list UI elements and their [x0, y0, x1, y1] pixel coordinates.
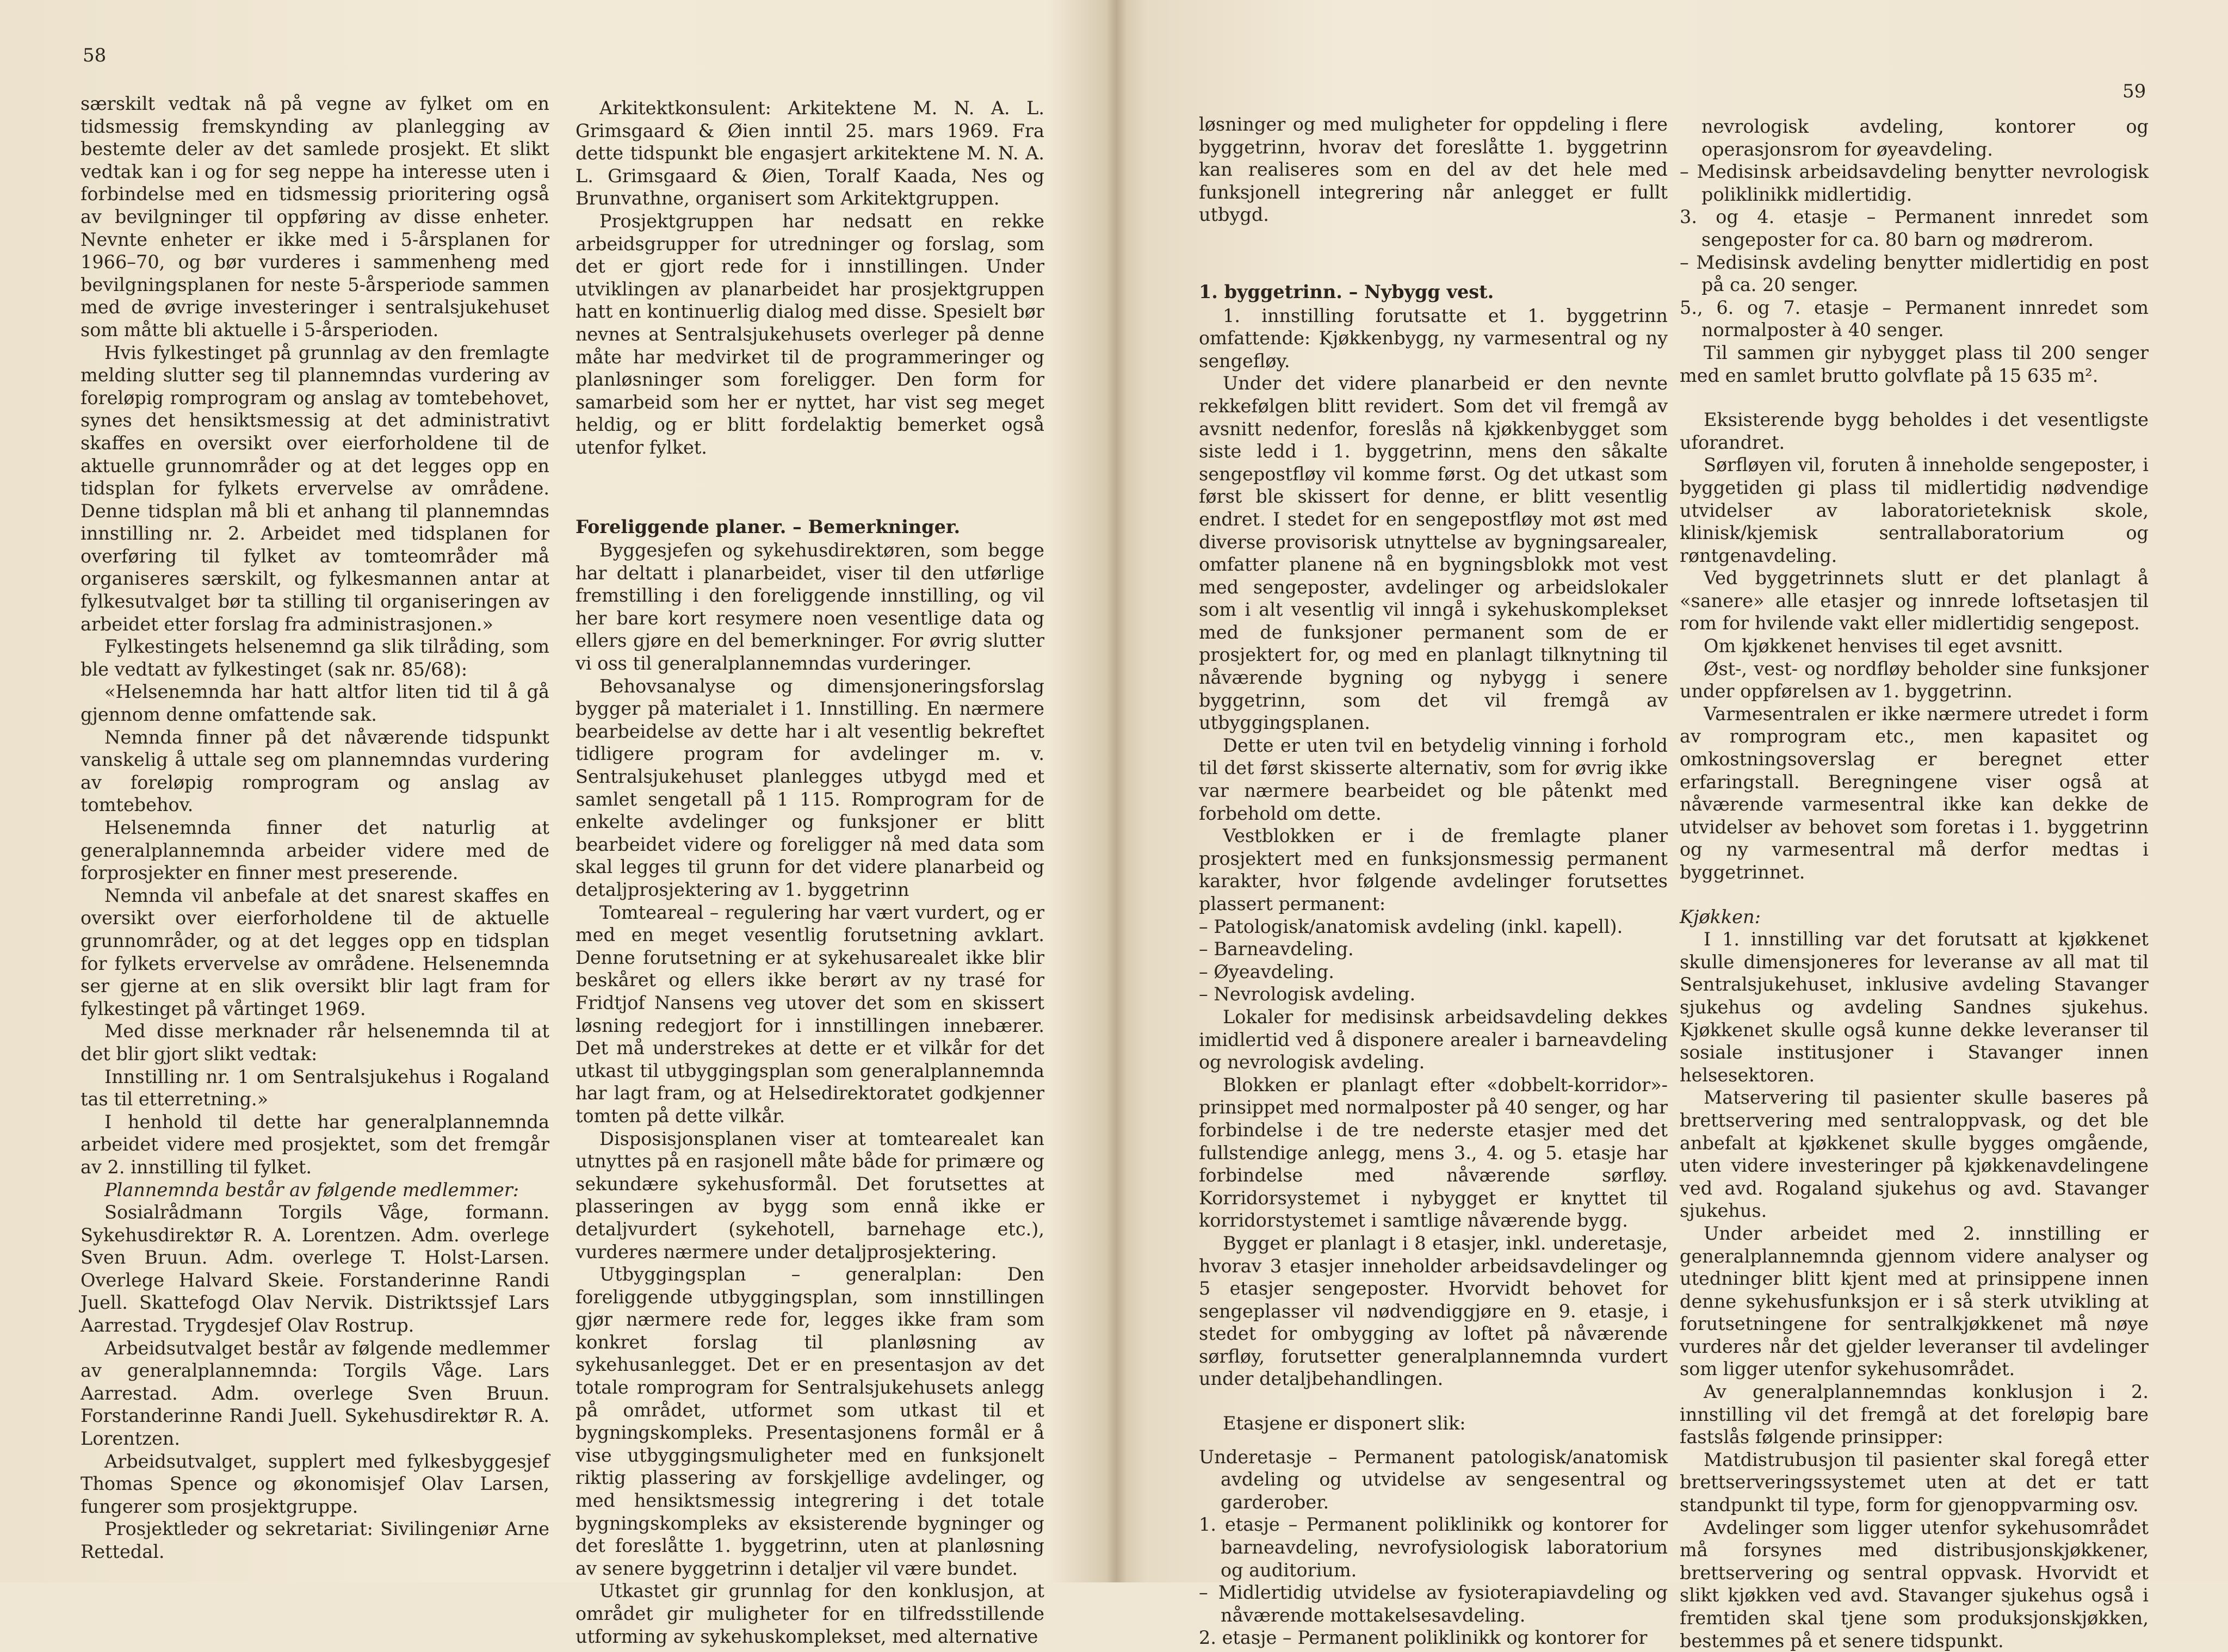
paragraph: Blokken er planlagt efter «dobbelt-korridor»-prinsippet med normalposter på 40 senger, og har forbindelse i de tre nederste etasjer med det fullstendige anlegg, mens 3., 4. og 5. etasje har forbindelse med nåværende sørfløy. Korridorsystemet i nybygget er knyttet til korridorstystemet i samtlige nåværende bygg. — [1199, 1074, 1668, 1232]
paragraph: Med disse merknader rår helsenemnda til at det blir gjort slikt vedtak: — [81, 1020, 549, 1065]
left-column-2 — [575, 97, 1044, 1648]
paragraph: I 1. innstilling var det forutsatt at kjøkkenet skulle dimensjoneres for leveranse av all mat til Sentralsjukehuset, inklusive avdeling Stavanger sjukehus og avdeling Sandnes sjukehus. Kjøkkenet skulle også kunne dekke leveranser til sosiale institusjoner i Stavanger innen helsesektoren. — [1680, 929, 2149, 1086]
paragraph: Helsenemnda finner det naturlig at generalplannemnda arbeider videre med de forprosjekter en finner mest preserende. — [81, 817, 549, 884]
paragraph: Plannemnda består av følgende medlemmer: — [104, 1179, 519, 1201]
list-item: – Øyeavdeling. — [1199, 961, 1334, 982]
paragraph: Matservering til pasienter skulle baseres på brettservering med sentraloppvask, og det ble anbefalt at kjøkkenet skulle bygges omgående, uten videre investeringer på kjøkkenavdelingene ved avd. Rogaland sjukehus og avd. Stavanger sjukehus. — [1680, 1087, 2149, 1222]
right-column-1 — [1199, 113, 1668, 1649]
book-gutter — [1107, 0, 1127, 1582]
list-item: – Medisinsk avdeling benytter midlertidig en post på ca. 20 senger. — [1680, 251, 2149, 296]
page-number-left: 58 — [83, 45, 107, 66]
left-column-1 — [81, 92, 549, 1563]
paragraph: Disposisjonsplanen viser at tomtearealet kan utnyttes på en rasjonell måte både for primære og sekundære sykehusformål. Det forutsettes at plasseringen av bygg som ennå ikke er detaljvurdert (sykehotell, barnehage etc.), vurderes nærmere under detaljprosjektering. — [575, 1128, 1044, 1263]
paragraph: løsninger og med muligheter for oppdeling i flere byggetrinn, hvorav det foreslåtte 1. byggetrinn kan realiseres som en del av det hele med funksjonell integrering når anlegget er fullt utbygd. — [1199, 114, 1668, 226]
list-item: – Medisinsk arbeidsavdeling benytter nevrologisk poliklinikk midlertidig. — [1680, 161, 2149, 205]
list-item: 2. etasje – Permanent poliklinikk og kontorer for — [1199, 1627, 1648, 1649]
paragraph: 1. innstilling forutsatte et 1. byggetrinn omfattende: Kjøkkenbygg, ny varmesentral og ny sengefløy. — [1199, 305, 1668, 372]
paragraph: Sørfløyen vil, foruten å inneholde sengeposter, i byggetiden gi plass til midlertidig nødvendige utvidelser av laboratorieteknisk skole, klinisk/kjemisk sentrallaboratorium og røntgenavdeling. — [1680, 454, 2149, 566]
paragraph: Sosialrådmann Torgils Våge, formann. Sykehusdirektør R. A. Lorentzen. Adm. overlege Sven Bruun. Adm. overlege T. Holst-Larsen. Overlege Halvard Skeie. Forstanderinne Randi Juell. Skattefogd Olav Nervik. Distriktssjef Lars Aarrestad. Trygdesjef Olav Rostrup. — [81, 1202, 549, 1337]
paragraph: Øst-, vest- og nordfløy beholder sine funksjoner under oppførelsen av 1. byggetrinn. — [1680, 658, 2149, 702]
list-item: – Barneavdeling. — [1199, 938, 1354, 960]
paragraph: «Helsenemnda har hatt altfor liten tid til å gå gjennom denne omfattende sak. — [81, 681, 549, 726]
right-column-2 — [1680, 115, 2149, 1652]
subheading: Kjøkken: — [1680, 906, 1761, 927]
paragraph: Hvis fylkestinget på grunnlag av den fremlagte melding slutter seg til plannemndas vurdering av foreløpig romprogram og anslag av tomtebehovet, synes det hensiktsmessig at det administrativt skaffes en oversikt over eierforholdene til de aktuelle grunnområder og at det legges opp en tidsplan for fylkets ervervelse av områdene. Denne tidsplan må bli et anhang til plannemndas innstilling nr. 2. Arbeidet med tidsplanen for overføring til fylket av tomteområder må organiseres særskilt, og fylkesmannen antar at fylkesutvalget bør ta stilling til organiseringen av arbeidet etter forslag fra administrasjonen.» — [81, 342, 549, 635]
paragraph: Prosjektgruppen har nedsatt en rekke arbeidsgrupper for utredninger og forslag, som det er gjort rede for i innstillingen. Under utviklingen av planarbeidet har prosjektgruppen hatt en kontinuerlig dialog med disse. Spesielt bør nevnes at Sentralsjukehusets overleger på denne måte har medvirket til de programmeringer og planløsninger som foreligger. Den form for samarbeid som her er nyttet, har vist seg meget heldig, og er blitt fordelaktig bemerket også utenfor fylket. — [575, 210, 1044, 458]
paragraph: Arbeidsutvalget, supplert med fylkesbyggesjef Thomas Spence og økonomisjef Olav Larsen, fungerer som prosjektgruppe. — [81, 1450, 549, 1517]
paragraph: Ved byggetrinnets slutt er det planlagt å «sanere» alle etasjer og innrede loftsetasjen til rom for hvilende vakt eller midlertidig sengepost. — [1680, 567, 2149, 634]
list-item: 1. etasje – Permanent poliklinikk og kontorer for barneavdeling, nevrofysiologisk laboratorium og auditorium. — [1199, 1514, 1668, 1581]
list-item: nevrologisk avdeling, kontorer og operasjonsrom for øyeavdeling. — [1701, 116, 2149, 160]
section-heading: Foreliggende planer. – Bemerkninger. — [575, 516, 961, 537]
paragraph: Innstilling nr. 1 om Sentralsjukehus i Rogaland tas til etterretning.» — [81, 1066, 549, 1110]
paragraph: Lokaler for medisinsk arbeidsavdeling dekkes imidlertid ved å disponere arealer i barneavdeling og nevrologisk avdeling. — [1199, 1006, 1668, 1073]
paragraph: Etasjene er disponert slik: — [1223, 1413, 1466, 1434]
paragraph: Matdistrubusjon til pasienter skal foregå etter brettserveringssystemet uten at det er tatt standpunkt til type, form for gjenoppvarming osv. — [1680, 1449, 2149, 1516]
paragraph: Varmesentralen er ikke nærmere utredet i form av romprogram etc., men kapasitet og omkostningsoverslag er beregnet etter erfaringstall. Beregningene viser også at nåværende varmesentral ikke kan dekke de utvidelser av behovet som foretas i 1. byggetrinn og ny varmesentral må derfor medtas i byggetrinnet. — [1680, 703, 2149, 883]
paragraph: Om kjøkkenet henvises til eget avsnitt. — [1704, 635, 2063, 657]
paragraph: Tomteareal – regulering har vært vurdert, og er med en meget vesentlig forutsetning avklart. Denne forutsetning er at sykehusarealet ikke blir beskåret og ellers ikke berørt av ny trasé for Fridtjof Nansens veg utover det som en skissert løsning redegjort for i innstillingen innebærer. Det må understrekes at dette er et vilkår for det utkast til utbyggingsplan som generalplannemnda har lagt fram, og at Helsedirektoratet godkjenner tomten på dette vilkår. — [575, 901, 1044, 1127]
paragraph: I henhold til dette har generalplannemnda arbeidet videre med prosjektet, som det fremgår av 2. innstilling til fylket. — [81, 1111, 549, 1178]
paragraph: Behovsanalyse og dimensjoneringsforslag bygger på materialet i 1. Innstilling. En nærmere bearbeidelse av dette har i alt vesentlig bekreftet tidligere program for avdelinger m. v. Sentralsjukehuset planlegges utbygd med et samlet sengetall på 1 115. Romprogram for de enkelte avdelinger og funksjoner er blitt bearbeidet videre og foreligger nå med data som skal legges til grunn for det videre planarbeid og detaljprosjektering av 1. byggetrinn — [575, 675, 1044, 900]
list-item: – Nevrologisk avdeling. — [1199, 983, 1416, 1005]
paragraph: Bygget er planlagt i 8 etasjer, inkl. underetasje, hvorav 3 etasjer inneholder arbeidsavdelinger og 5 etasjer sengeposter. Hvorvidt behovet for sengeplasser vil nødvendiggjøre en 9. etasje, i stedet for ombygging av loftet på nåværende sørfløy, forutsetter generalplannemnda vurdert under detaljbehandlingen. — [1199, 1232, 1668, 1390]
paragraph: Dette er uten tvil en betydelig vinning i forhold til det først skisserte alternativ, som for øvrig ikke var nærmere bearbeidet og ble påtenkt med forbehold om dette. — [1199, 734, 1668, 824]
page-number-right: 59 — [2122, 81, 2146, 102]
paragraph: Vestblokken er i de fremlagte planer prosjektert med en funksjonsmessig permanent karakter, hvor følgende avdelinger forutsettes plassert permanent: — [1199, 825, 1668, 914]
paragraph: Byggesjefen og sykehusdirektøren, som begge har deltatt i planarbeidet, viser til den utførlige fremstilling i den foreliggende innstilling, og vil her bare kort resymere noen vesentlige data og ellers gjøre en del bemerkninger. For øvrig slutter vi oss til generalplannemndas vurderinger. — [575, 540, 1044, 675]
paragraph: Under arbeidet med 2. innstilling er generalplannemnda gjennom videre analyser og utedninger blitt kjent med at prinsippene innen denne sykehusfunksjon er i så sterk utvikling at forutsetningene for sentralkjøkkenet må nøye vurderes når det gjelder leveranser til avdelinger som ligger utenfor sykehusområdet. — [1680, 1222, 2149, 1380]
paragraph: Under det videre planarbeid er den nevnte rekkefølgen blitt revidert. Som det vil fremgå av avsnitt nedenfor, foreslås nå kjøkkenbygget som siste ledd i 1. byggetrinn, mens den såkalte sengepostfløy vil komme først. Og det utkast som først ble skissert for denne, er blitt vesentlig endret. I stedet for en sengepostfløy mot øst med diverse provisorisk utnyttelse av bygningsarealer, omfatter planene nå en bygningsblokk mot vest med sengeposter, avdelinger og arbeidslokaler som i alt vesentlig vil inngå i sykehuskomplekset med de funksjoner permanent som de er prosjektert for, og med en planlagt tilknytning til nåværende bygning og nybygg i senere byggetrinn, som det vil fremgå av utbyggingsplanen. — [1199, 373, 1668, 734]
list-item: – Patologisk/anatomisk avdeling (inkl. kapell). — [1199, 915, 1623, 937]
paragraph: Avdelinger som ligger utenfor sykehusområdet må forsynes med distribusjonskjøkkener, brettservering og sentral oppvask. Hvorvidt et slikt kjøkken ved avd. Stavanger sjukehus også i fremtiden skal tjene som produksjonskjøkken, bestemmes på et senere tidspunkt. — [1680, 1517, 2149, 1651]
paragraph: Nemnda vil anbefale at det snarest skaffes en oversikt over eierforholdene til de aktuelle grunnområder, og at det legges opp en tidsplan for fylkets ervervelse av områdene. Helsenemnda ser gjerne at en slik oversikt blir lagt fram for fylkestinget på vårtinget 1969. — [81, 884, 549, 1019]
paragraph: Utbyggingsplan – generalplan: Den foreliggende utbyggingsplan, som innstillingen gjør nærmere rede for, legges ikke fram som konkret forslag til planløsning av sykehusanlegget. Det er en presentasjon av det totale romprogram for Sentralsjukehusets anlegg på området, utformet som utkast til et bygningskompleks. Presentasjonens formål er å vise utbyggingsmuligheter med en funksjonelt riktig plassering av forskjellige avdelinger, og med hensiktsmessig integrering i det totale bygningskompleks av eksisterende bygninger og det foreslåtte 1. byggetrinn, uten at planløsning av senere byggetrinn i detaljer vil være bundet. — [575, 1264, 1044, 1579]
paragraph: Prosjektleder og sekretariat: Sivilingeniør Arne Rettedal. — [81, 1518, 549, 1562]
paragraph: Nemnda finner på det nåværende tidspunkt vanskelig å uttale seg om plannemndas vurdering av foreløpig romprogram og anslag av tomtebehov. — [81, 726, 549, 816]
list-item: Underetasje – Permanent patologisk/anatomisk avdeling og utvidelse av sengesentral og garderober. — [1199, 1446, 1668, 1513]
paragraph: særskilt vedtak nå på vegne av fylket om en tidsmessig fremskynding av planlegging av bestemte deler av det samlede prosjekt. Et slikt vedtak kan i og for seg neppe ha interesse uten i forbindelse med en tidsmessig prioritering også av bevilgninger til oppføring av disse enheter. Nevnte enheter er ikke med i 5-årsplanen for 1966–70, og bør vurderes i sammenheng med bevilgningsplanen for neste 5-årsperiode sammen med de øvrige investeringer i sentralsjukehuset som måtte bli aktuelle i 5-årsperioden. — [81, 93, 549, 341]
paragraph: Arkitektkonsulent: Arkitektene M. N. A. L. Grimsgaard & Øien inntil 25. mars 1969. Fra dette tidspunkt ble engasjert arkitektene M. N. A. L. Grimsgaard & Øien, Toralf Kaada, Nes og Brunvathne, organisert som Arkitektgruppen. — [575, 97, 1044, 209]
paragraph: Til sammen gir nybygget plass til 200 senger med en samlet brutto golvflate på 15 635 m². — [1680, 342, 2149, 386]
paragraph: Eksisterende bygg beholdes i det vesentligste uforandret. — [1680, 409, 2149, 453]
list-item: 3. og 4. etasje – Permanent innredet som sengeposter for ca. 80 barn og mødrerom. — [1680, 206, 2149, 250]
section-heading: 1. byggetrinn. – Nybygg vest. — [1199, 281, 1494, 302]
list-item: – Midlertidig utvidelse av fysioterapiavdeling og nåværende mottakelsesavdeling. — [1199, 1582, 1668, 1626]
paragraph: Utkastet gir grunnlag for den konklusjon, at området gir muligheter for en tilfredsstillende utforming av sykehuskomplekset, med alternative — [575, 1580, 1044, 1647]
list-item: 5., 6. og 7. etasje – Permanent innredet som normalposter à 40 senger. — [1680, 296, 2149, 341]
paragraph: Arbeidsutvalget består av følgende medlemmer av generalplannemnda: Torgils Våge. Lars Aarrestad. Adm. overlege Sven Bruun. Forstanderinne Randi Juell. Sykehusdirektør R. A. Lorentzen. — [81, 1337, 549, 1450]
paragraph: Fylkestingets helsenemnd ga slik tilråding, som ble vedtatt av fylkestinget (sak nr. 85/68): — [81, 636, 549, 680]
paragraph: Av generalplannemndas konklusjon i 2. innstilling vil det fremgå at det foreløpig bare fastslås følgende prinsipper: — [1680, 1381, 2149, 1448]
